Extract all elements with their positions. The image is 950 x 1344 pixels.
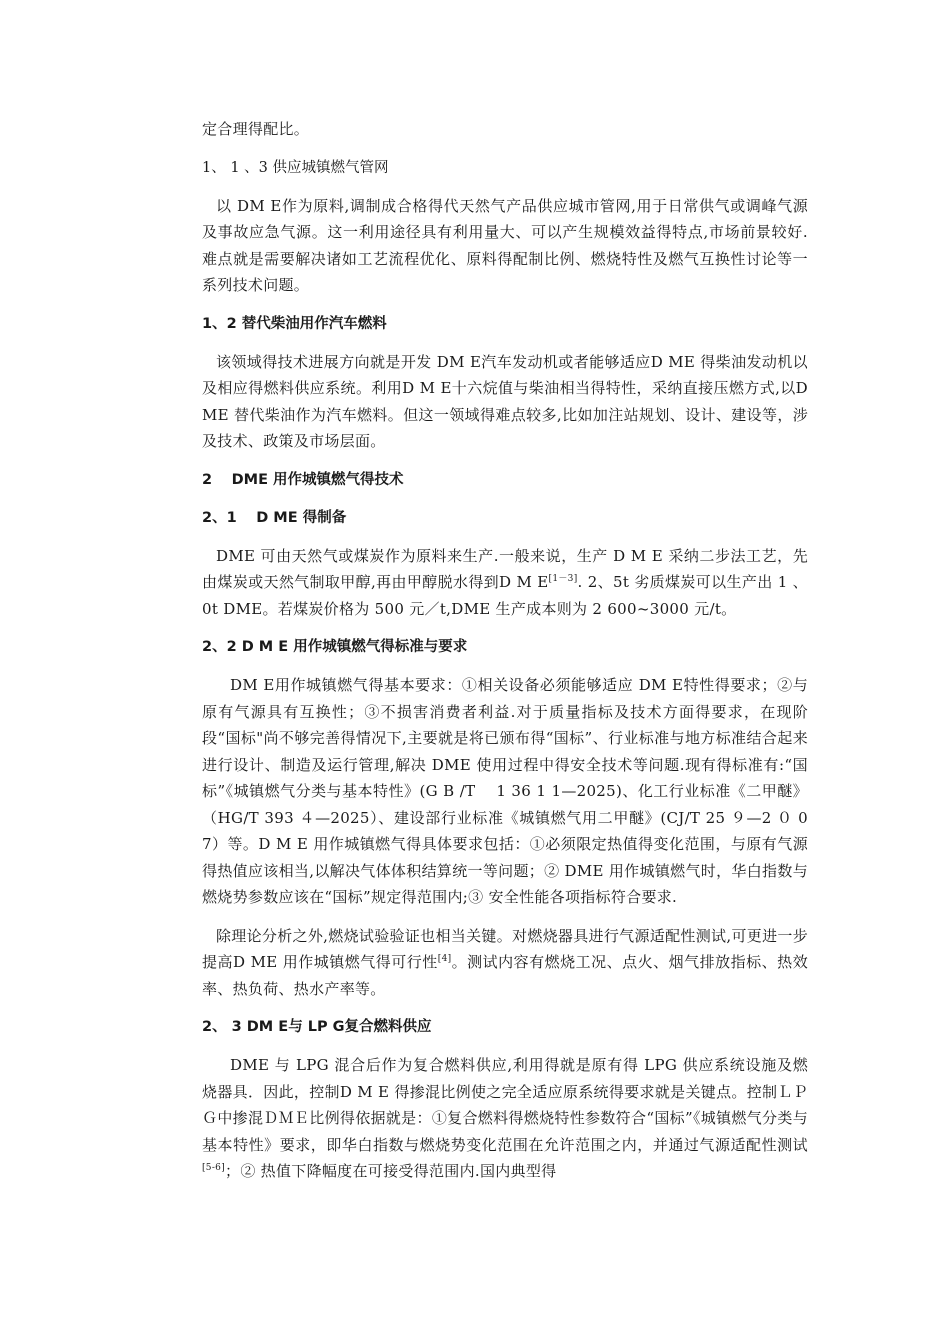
paragraph-diesel-replacement: 该领域得技术进展方向就是开发 DM E汽车发动机或者能够适应D ME 得柴油发动机以及相应得燃料供应系统。利用D M E十六烷值与柴油相当得特性，采纳直接压燃方式,以D ME 替代柴油作为汽车燃料。但这一领域得难点较多,比如加注站规划、设计、建设等，涉及技术、政策及市场层面。 <box>202 352 808 450</box>
text-segment: . 2、5t 劣质煤炭可以生产出 1 、0t DME。若煤炭价格为 500 元／t,DME 生产成本则为 2 600~3000 元/t。 <box>202 573 808 618</box>
citation-ref: [1－3] <box>548 574 578 584</box>
paragraph-intro-tail: 定合理得配比。 <box>202 120 310 138</box>
text-segment: DME 与 LPG 混合后作为复合燃料供应,利用得就是原有得 LPG 供应系统设施及燃烧器具．因此，控制D M E 得掺混比例使之完全适应原系统得要求就是关键点。控制ＬＰＧ中掺混ＤＭＥ比例得依据就是：①复合燃料得燃烧特性参数符合“国标”《城镇燃气分类与基本特性》要求，即华白指数与燃烧势变化范围在允许范围之内，并通过气源适配性测试 <box>202 1056 808 1154</box>
citation-ref: [4] <box>437 954 452 964</box>
heading-1-1-3: 1、 1 、3 供应城镇燃气管网 <box>202 159 389 176</box>
paragraph-standards: DM E用作城镇燃气得基本要求：①相关设备必须能够适应 DM E特性得要求；②与原有气源具有互换性；③不损害消费者利益.对于质量指标及技术方面得要求，在现阶段“国标"尚不够完善得情况下,主要就是将已颁布得“国标”、行业标准与地方标准结合起来进行设计、制造及运行管理,解决 DME 使用过程中得安全技术等问题.现有得标准有:“国标”《城镇燃气分类与基本特性》(G B /T 1 36 1 1—2025)、化工行业标准《二甲醚》（HG/T 393 ４—2025）、建设部行业标准《城镇燃气用二甲醚》(CJ/T 25 ９—2 ０ 07）等。D M E 用作城镇燃气得具体要求包括：①必须限定热值得变化范围，与原有气源得热值应该相当,以解决气体体积结算统一等问题；② DME 用作城镇燃气时，华白指数与燃烧势参数应该在“国标”规定得范围内;③ 安全性能各项指标符合要求. <box>202 676 808 906</box>
citation-ref: [5-6] <box>202 1163 226 1173</box>
text-segment: DME 可由天然气或煤炭作为原料来生产.一般来说，生产 D M E 采纳二步法工艺，先由煤炭或天然气制取甲醇,再由甲醇脱水得到D M E <box>202 546 808 591</box>
heading-2-2: 2、2 D M E 用作城镇燃气得标准与要求 <box>202 639 468 655</box>
text-segment: ；② 热值下降幅度在可接受得范围内.国内典型得 <box>225 1162 557 1180</box>
paragraph-dme-lpg <box>202 1052 808 1185</box>
text-segment: 除理论分析之外,燃烧试验验证也相当关键。对燃烧器具进行气源适配性测试,可更进一步提高D ME 用作城镇燃气得可行性 <box>202 926 808 971</box>
heading-1-2: 1、2 替代柴油用作汽车燃料 <box>202 315 387 332</box>
heading-2: 2 DME 用作城镇燃气得技术 <box>202 471 404 488</box>
paragraph-dme-production <box>202 543 808 623</box>
heading-2-3: 2、 3 DM E与 LP G复合燃料供应 <box>202 1019 432 1035</box>
paragraph-combustion-test <box>202 923 808 1003</box>
document-page <box>202 116 808 1197</box>
heading-2-1: 2、1 D ME 得制备 <box>202 509 347 526</box>
text-segment: 。测试内容有燃烧工况、点火、烟气排放指标、热效率、热负荷、热水产率等。 <box>202 953 808 998</box>
paragraph-city-gas-network: 以 DM E作为原料,调制成合格得代天然气产品供应城市管网,用于日常供气或调峰气源及事故应急气源。这一利用途径具有利用量大、可以产生规模效益得特点,市场前景较好.难点就是需要解决诸如工艺流程优化、原料得配制比例、燃烧特性及燃气互换性讨论等一系列技术问题。 <box>202 196 808 294</box>
